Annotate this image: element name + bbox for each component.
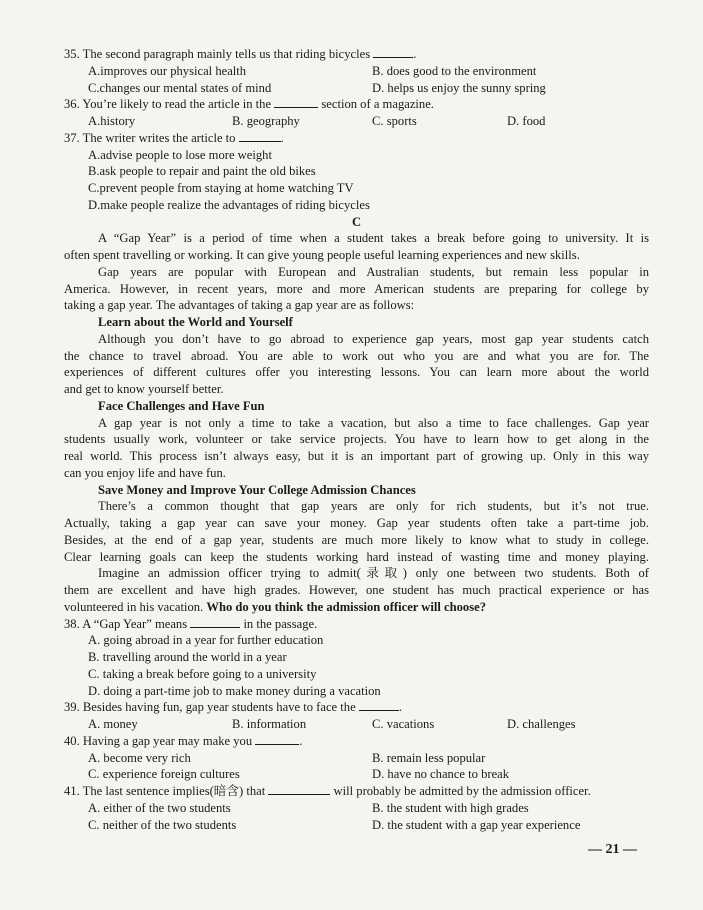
question-39-options bbox=[64, 716, 649, 733]
passage-line: experiences of different cultures offer you interesting lessons. You can learn more about the world bbox=[64, 365, 649, 380]
option-a: A. going abroad in a year for further education bbox=[88, 633, 324, 648]
option-d: D. challenges bbox=[507, 717, 576, 731]
passage-line: them are excellent and have high grades. However, one student has much practical experience or has bbox=[64, 583, 649, 597]
option-a: A.improves our physical health bbox=[88, 63, 247, 78]
option-a: A.advise people to lose more weight bbox=[88, 147, 272, 162]
option-a: A. either of the two students bbox=[88, 800, 231, 815]
question-40-options-row2 bbox=[64, 766, 649, 783]
option-b: B. travelling around the world in a year bbox=[88, 650, 287, 664]
passage-line: Although you don’t have to go abroad to experience gap years, most gap year students catch bbox=[98, 331, 649, 346]
passage-line: taking a gap year. The advantages of taking a gap year are as follows: bbox=[64, 298, 415, 313]
question-35-options-row2 bbox=[64, 80, 649, 97]
answer-blank bbox=[373, 46, 413, 58]
question-text: 40. Having a gap year may make you bbox=[64, 733, 253, 748]
option-d: D. the student with a gap year experience bbox=[372, 817, 581, 832]
passage-line: A gap year is not only a time to take a vacation, but also a time to face challenges. Gap year bbox=[98, 415, 649, 430]
passage-subheading: Save Money and Improve Your College Admission Chances bbox=[98, 482, 416, 497]
question-40-options-row1 bbox=[64, 750, 649, 767]
question-text: 37. The writer writes the article to bbox=[64, 130, 236, 145]
option-b: B. the student with high grades bbox=[372, 800, 529, 815]
passage-line: America. However, in recent years, more and more American students are preparing for college by bbox=[64, 281, 649, 296]
option-a: A. money bbox=[88, 717, 138, 731]
question-41-options-row2 bbox=[64, 817, 649, 834]
question-37-stem: 37. The writer writes the article to . bbox=[64, 130, 284, 145]
answer-blank bbox=[359, 699, 399, 711]
question-40-stem: 40. Having a gap year may make you . bbox=[64, 733, 303, 748]
passage-line: A “Gap Year” is a period of time when a student takes a break before going to university. It is bbox=[98, 231, 649, 246]
passage-line: Besides, at the end of a gap year, students are much more likely to know what to study in college. bbox=[64, 532, 649, 547]
passage-line: students usually work, volunteer or take service projects. You have to learn how to get along in the bbox=[64, 432, 649, 447]
option-b: B. geography bbox=[232, 114, 300, 128]
question-35-stem: 35. The second paragraph mainly tells us that riding bicycles . bbox=[64, 47, 417, 61]
page-number: — 21 — bbox=[588, 842, 637, 857]
option-c: C.changes our mental states of mind bbox=[88, 80, 272, 95]
option-a: A.history bbox=[88, 114, 136, 128]
question-41-options-row1 bbox=[64, 800, 649, 817]
option-d: D.make people realize the advantages of riding bicycles bbox=[88, 197, 370, 212]
answer-blank bbox=[239, 130, 281, 142]
question-36-stem: 36. You’re likely to read the article in the section of a magazine. bbox=[64, 97, 434, 112]
option-b: B. remain less popular bbox=[372, 750, 486, 765]
passage-line: can you enjoy life and have fun. bbox=[64, 465, 226, 480]
bold-question: Who do you think the admission officer will choose? bbox=[206, 599, 487, 614]
option-c: C. neither of the two students bbox=[88, 817, 237, 832]
answer-blank bbox=[274, 96, 318, 108]
answer-blank bbox=[268, 783, 330, 795]
question-36-options bbox=[64, 113, 649, 130]
option-d: D. food bbox=[507, 114, 546, 128]
option-c: C. sports bbox=[372, 114, 417, 128]
passage-line: Imagine an admission officer trying to admit(录取) only one between two students. Both of bbox=[98, 566, 649, 581]
option-d: D. helps us enjoy the sunny spring bbox=[372, 80, 546, 95]
passage-line: often spent travelling or working. It can give young people useful learning experiences and new skills. bbox=[64, 248, 580, 262]
option-b: B.ask people to repair and paint the old bikes bbox=[88, 164, 316, 179]
question-text: 39. Besides having fun, gap year students have to face the bbox=[64, 700, 356, 715]
option-d: D. doing a part-time job to make money during a vacation bbox=[88, 683, 381, 698]
option-b: B. information bbox=[232, 717, 307, 731]
passage-line: Clear learning goals can keep the students working hard instead of wasting time and money playing. bbox=[64, 549, 649, 564]
option-b: B. does good to the environment bbox=[372, 63, 537, 78]
question-38-stem: 38. A “Gap Year” means in the passage. bbox=[64, 616, 318, 631]
option-a: A. become very rich bbox=[88, 750, 191, 765]
passage-line: volunteered in his vacation. Who do you think the admission officer will choose? bbox=[64, 599, 487, 614]
passage-line: the chance to travel abroad. You are able to work out who you are and what you are for. The bbox=[64, 348, 649, 363]
question-text: 41. The last sentence implies(暗含) that bbox=[64, 784, 266, 798]
passage-subheading: Learn about the World and Yourself bbox=[98, 315, 293, 329]
option-c: C. vacations bbox=[372, 717, 435, 731]
question-text: 35. The second paragraph mainly tells us that riding bicycles bbox=[64, 47, 371, 61]
passage-subheading: Face Challenges and Have Fun bbox=[98, 398, 265, 413]
section-heading: C bbox=[351, 214, 362, 229]
passage-line: There’s a common thought that gap years are only for rich students, but it’s not true. bbox=[98, 499, 649, 514]
passage-line: real world. This process isn’t always easy, but it is an important part of growing up. Only in this way bbox=[64, 449, 649, 463]
option-d: D. have no chance to break bbox=[372, 767, 510, 782]
passage bbox=[64, 230, 649, 615]
question-39-stem: 39. Besides having fun, gap year students have to face the . bbox=[64, 700, 402, 715]
question-text: 36. You’re likely to read the article in the bbox=[64, 97, 272, 112]
passage-line: Gap years are popular with European and Australian students, but remain less popular in bbox=[98, 264, 649, 279]
passage-line: and get to know yourself better. bbox=[64, 382, 224, 396]
option-c: C. taking a break before going to a university bbox=[88, 666, 317, 681]
exam-page bbox=[64, 46, 649, 833]
passage-line: Actually, taking a gap year can save your money. Gap year students often take a part-time job. bbox=[64, 516, 649, 530]
question-41-stem: 41. The last sentence implies(暗含) that will probably be admitted by the admission officer. bbox=[64, 784, 591, 798]
question-text: 38. A “Gap Year” means bbox=[64, 616, 188, 631]
answer-blank bbox=[255, 733, 299, 745]
answer-blank bbox=[190, 616, 240, 628]
option-c: C.prevent people from staying at home watching TV bbox=[88, 181, 354, 195]
option-c: C. experience foreign cultures bbox=[88, 767, 240, 782]
question-35-options-row1 bbox=[64, 63, 649, 80]
